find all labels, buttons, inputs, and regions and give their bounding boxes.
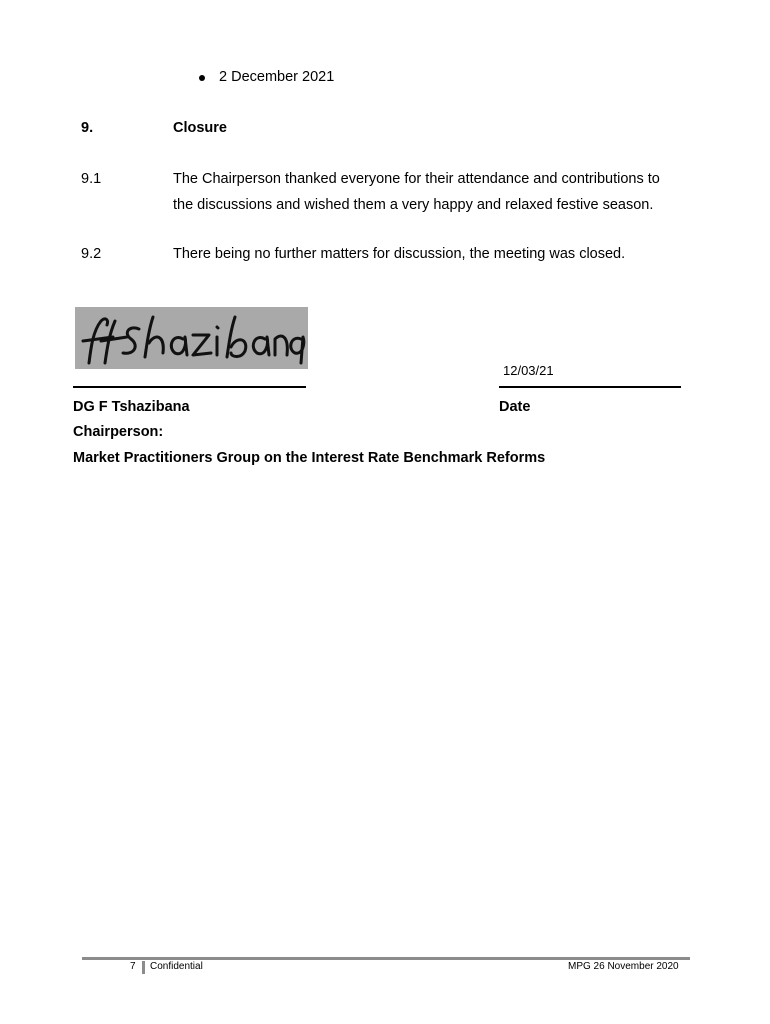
- date-label: Date: [499, 399, 531, 415]
- date-value: 12/03/21: [503, 363, 554, 378]
- section-number: 9.: [81, 120, 94, 136]
- footer-rule: [82, 957, 690, 960]
- page-number: 7: [130, 961, 136, 972]
- footer-classification: Confidential: [150, 961, 203, 972]
- signatory-name: DG F Tshazibana: [73, 399, 190, 415]
- item-text-line: the discussions and wished them a very happy and relaxed festive season.: [173, 197, 654, 213]
- item-text-line: The Chairperson thanked everyone for their attendance and contributions to: [173, 171, 660, 187]
- item-number: 9.2: [81, 246, 102, 262]
- bullet-date: 2 December 2021: [219, 69, 335, 85]
- footer-separator: [142, 961, 145, 974]
- signature-line: [73, 386, 306, 388]
- signatory-role: Chairperson:: [73, 424, 164, 440]
- item-number: 9.1: [81, 171, 102, 187]
- date-line: [499, 386, 681, 388]
- footer-reference: MPG 26 November 2020: [568, 961, 679, 972]
- handwritten-signature: [75, 307, 308, 369]
- bullet-icon: [199, 75, 205, 81]
- organization-name: Market Practitioners Group on the Interest Rate Benchmark Reforms: [73, 450, 546, 466]
- item-text-line: There being no further matters for discussion, the meeting was closed.: [173, 246, 626, 262]
- section-title: Closure: [173, 120, 227, 136]
- signature-image: [75, 307, 308, 369]
